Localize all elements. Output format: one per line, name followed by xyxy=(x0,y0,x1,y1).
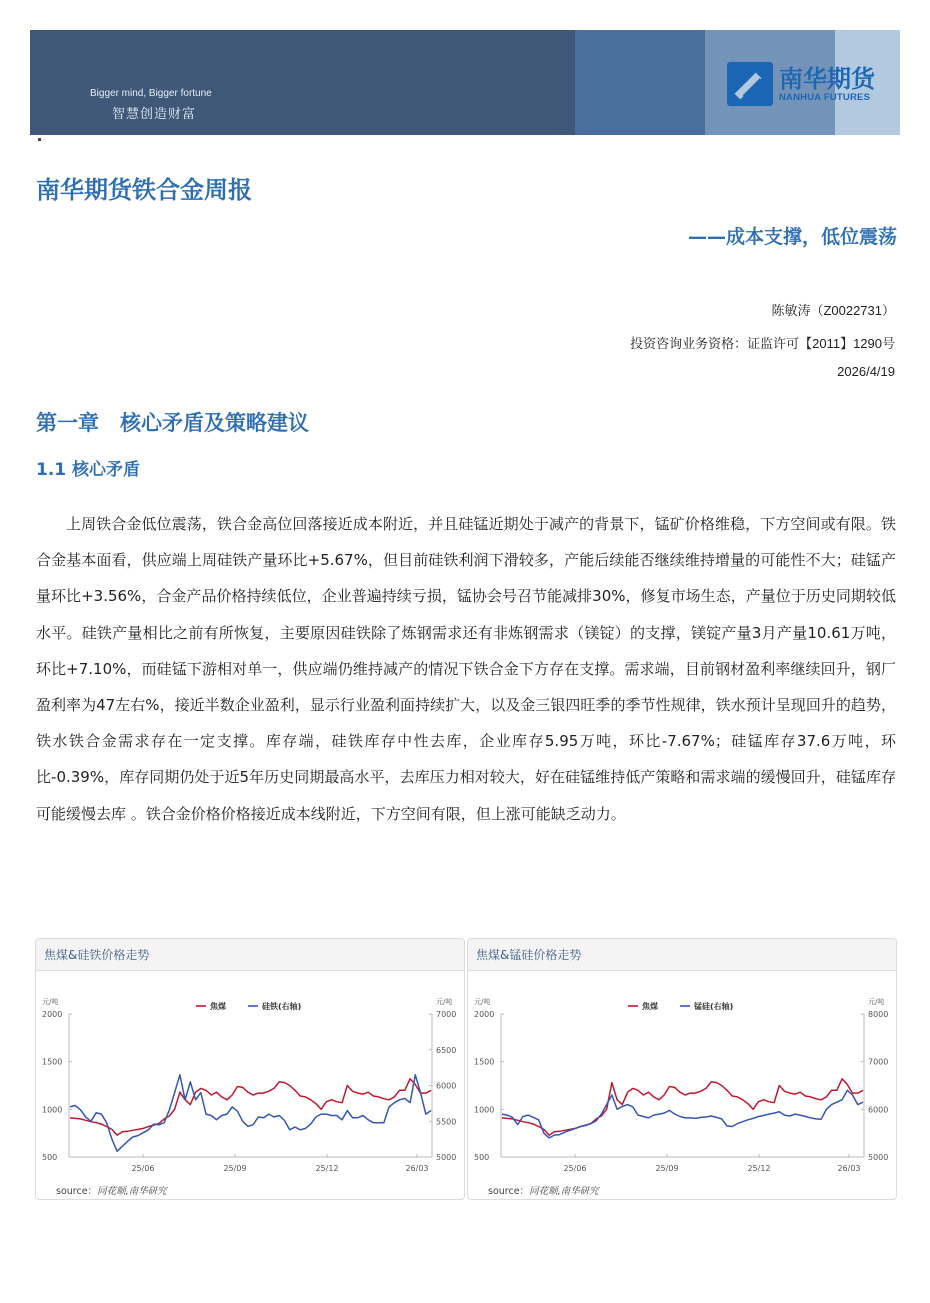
svg-text:25/12: 25/12 xyxy=(315,1164,339,1173)
svg-text:26/03: 26/03 xyxy=(837,1164,861,1173)
body-paragraph: 上周铁合金低位震荡，铁合金高位回落接近成本附近，并且硅锰近期处于减产的背景下，锰矿价格维稳，下方空间或有限。铁合金基本面看，供应端上周硅铁产量环比+5.67%，但目前硅铁利润下滑较多，产能后续能否继续维持增量的可能性不大；硅锰产量环比+3.56%，合金产品价格持续低位，企业普遍持续亏损，锰协会号召节能减排30%，修复市场生态，产量位于历史同期较低水平。硅铁产量相比之前有所恢复，主要原因硅铁除了炼钢需求还有非炼钢需求（镁锭）的支撑，镁锭产量3月产量10.61万吨，环比+7.10%，而硅锰下游相对单一，供应端仍维持减产的情况下铁合金下方存在支撑。需求端，目前钢材盈利率继续回升，钢厂盈利率为47左右%，接近半数企业盈利，显示行业盈利面持续扩大，以及金三银四旺季的季节性规律，铁水预计呈现回升的趋势，铁水铁合金需求存在一定支撑。库存端，硅铁库存中性去库，企业库存5.95万吨，环比-7.67%；硅锰库存37.6万吨，环比-0.39%，库存同期仍处于近5年历史同期最高水平，去库压力相对较大，好在硅锰维持低产策略和需求端的缓慢回升，硅锰库存可能缓慢去库 。铁合金价格价格接近成本线附近，下方空间有限，但上涨可能缺乏动力。 xyxy=(36,515,896,823)
chart-source: source：同花顺,南华研究 xyxy=(56,1186,167,1197)
svg-text:1500: 1500 xyxy=(42,1057,63,1067)
svg-text:6000: 6000 xyxy=(436,1081,457,1091)
svg-text:25/06: 25/06 xyxy=(131,1164,155,1173)
section-heading: 1.1 核心矛盾 xyxy=(36,460,141,480)
svg-text:焦煤: 焦煤 xyxy=(210,1002,226,1011)
svg-text:元/吨: 元/吨 xyxy=(42,998,59,1006)
svg-text:元/吨: 元/吨 xyxy=(474,998,491,1006)
svg-text:25/09: 25/09 xyxy=(223,1164,247,1173)
svg-text:6000: 6000 xyxy=(868,1105,889,1115)
svg-text:1000: 1000 xyxy=(42,1105,63,1115)
svg-text:锰硅(右轴): 锰硅(右轴) xyxy=(694,1002,734,1011)
logo-chinese-name: 南华期货 xyxy=(779,64,875,93)
svg-text:5000: 5000 xyxy=(436,1153,457,1162)
line-chart xyxy=(468,939,898,1201)
svg-text:硅铁(右轴): 硅铁(右轴) xyxy=(262,1002,302,1011)
chart-source: source：同花顺,南华研究 xyxy=(488,1186,599,1197)
svg-text:5000: 5000 xyxy=(868,1153,889,1162)
svg-text:2000: 2000 xyxy=(42,1010,63,1019)
bullet-dot xyxy=(38,138,41,141)
svg-text:25/12: 25/12 xyxy=(747,1164,771,1173)
line-chart xyxy=(36,939,466,1201)
svg-text:1000: 1000 xyxy=(474,1105,495,1115)
svg-text:2000: 2000 xyxy=(474,1010,495,1019)
slogan-english: Bigger mind, Bigger fortune xyxy=(90,88,212,99)
svg-text:元/吨: 元/吨 xyxy=(868,998,885,1006)
nanhua-logo-icon xyxy=(727,62,773,106)
qualification: 投资咨询业务资格：证监许可【2011】1290号 xyxy=(630,336,895,351)
slogan-chinese: 智慧创造财富 xyxy=(112,107,197,122)
chart-coking-coal-silicomanganese xyxy=(467,938,897,1200)
svg-text:元/吨: 元/吨 xyxy=(436,998,453,1006)
svg-text:5500: 5500 xyxy=(436,1117,457,1127)
report-title: 南华期货铁合金周报 xyxy=(36,176,252,204)
company-logo xyxy=(727,62,875,106)
chapter-heading: 第一章 核心矛盾及策略建议 xyxy=(36,411,309,435)
svg-text:7000: 7000 xyxy=(868,1057,889,1067)
chart-coking-coal-ferrosilicon xyxy=(35,938,465,1200)
svg-text:25/09: 25/09 xyxy=(655,1164,679,1173)
svg-text:500: 500 xyxy=(474,1153,490,1162)
chart-title: 焦煤&硅铁价格走势 xyxy=(36,939,464,971)
report-date: 2026/4/19 xyxy=(837,364,895,379)
svg-text:6500: 6500 xyxy=(436,1045,457,1055)
chart-title: 焦煤&锰硅价格走势 xyxy=(468,939,896,971)
svg-text:26/03: 26/03 xyxy=(405,1164,429,1173)
logo-english-name: NANHUA FUTURES xyxy=(779,91,871,103)
author: 陈敏涛（Z0022731） xyxy=(771,303,895,318)
svg-text:焦煤: 焦煤 xyxy=(642,1002,658,1011)
banner-mid-panel xyxy=(575,30,705,135)
svg-text:500: 500 xyxy=(42,1153,58,1162)
svg-text:8000: 8000 xyxy=(868,1010,889,1019)
svg-text:25/06: 25/06 xyxy=(563,1164,587,1173)
svg-text:7000: 7000 xyxy=(436,1010,457,1019)
banner-dark-panel xyxy=(30,30,575,135)
svg-text:1500: 1500 xyxy=(474,1057,495,1067)
report-subtitle: ——成本支撑，低位震荡 xyxy=(687,226,897,248)
